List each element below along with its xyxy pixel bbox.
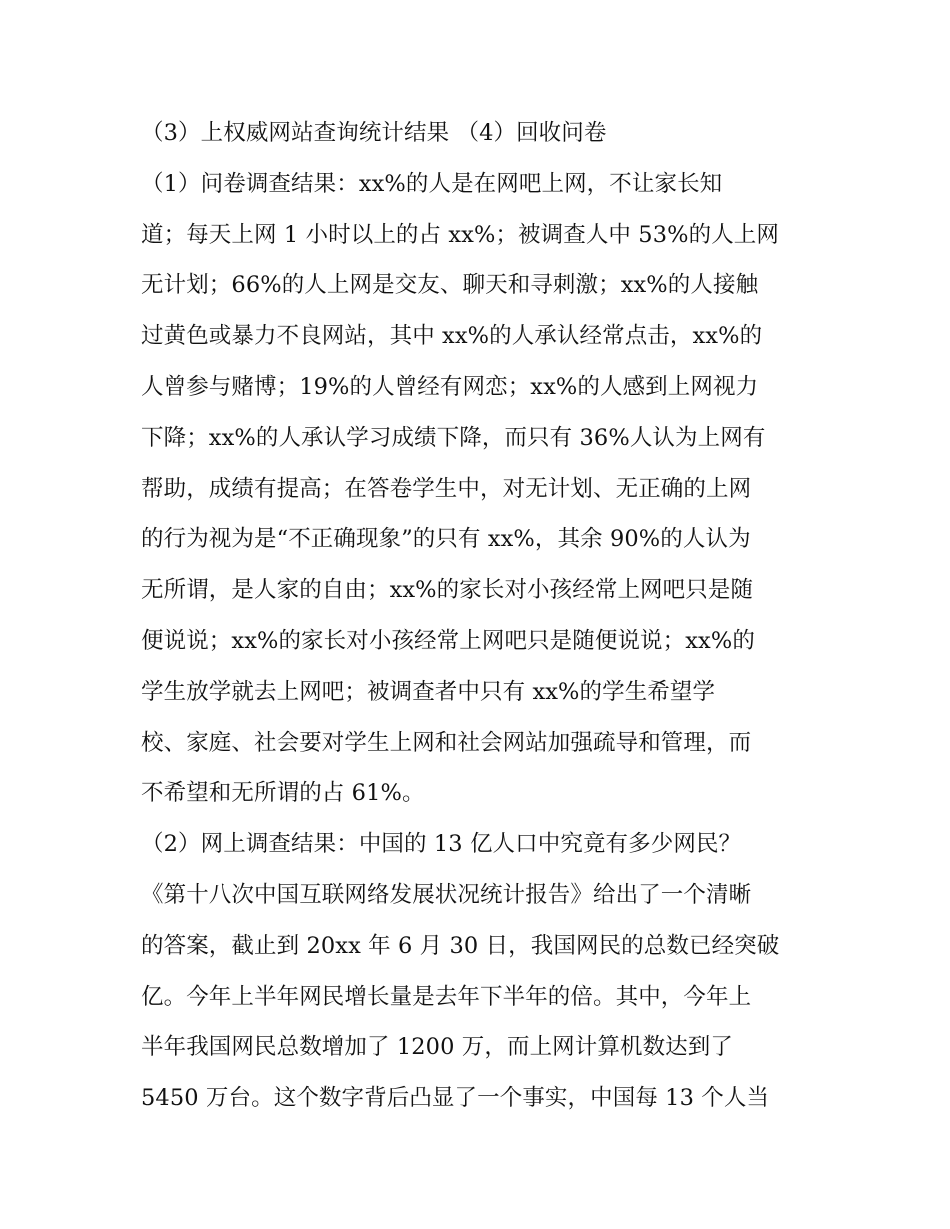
body-text (141, 108, 821, 1124)
text-line: 道；每天上网 1 小时以上的占 xx%；被调查人中 53%的人上网 (141, 221, 779, 248)
text-line: 校、家庭、社会要对学生上网和社会网站加强疏导和管理，而 (141, 729, 752, 756)
text-line: 半年我国网民总数增加了 1200 万，而上网计算机数达到了 (141, 1034, 733, 1061)
text-line: 便说说；xx%的家长对小孩经常上网吧只是随便说说；xx%的 (141, 627, 755, 654)
text-line: 的答案，截止到 20xx 年 6 月 30 日，我国网民的总数已经突破 (141, 932, 780, 959)
text-line: 的行为视为是“不正确现象”的只有 xx%，其余 90%的人认为 (141, 526, 751, 553)
text-line: （2）网上调查结果：中国的 13 亿人口中究竟有多少网民？ (141, 831, 742, 858)
text-line: 下降；xx%的人承认学习成绩下降，而只有 36%人认为上网有 (141, 424, 766, 451)
text-line: 学生放学就去上网吧；被调查者中只有 xx%的学生希望学 (141, 678, 716, 705)
text-line: 人曾参与赌博；19%的人曾经有网恋；xx%的人感到上网视力 (141, 373, 759, 400)
text-line: （3）上权威网站查询统计结果 （4）回收问卷 (141, 120, 607, 146)
text-line: 无计划；66%的人上网是交友、聊天和寻刺激；xx%的人接触 (141, 272, 759, 299)
text-line: 帮助，成绩有提高；在答卷学生中，对无计划、无正确的上网 (141, 475, 752, 502)
text-line: 5450 万台。这个数字背后凸显了一个事实，中国每 13 个人当 (141, 1085, 770, 1112)
text-line: 无所谓，是人家的自由；xx%的家长对小孩经常上网吧只是随 (141, 577, 754, 604)
text-line: 《第十八次中国互联网络发展状况统计报告》给出了一个清晰 (141, 881, 752, 908)
text-line: 不希望和无所谓的占 61%。 (141, 780, 425, 807)
text-line: 过黄色或暴力不良网站，其中 xx%的人承认经常点击，xx%的 (141, 323, 763, 350)
text-line: （1）问卷调查结果：xx%的人是在网吧上网，不让家长知 (141, 170, 723, 197)
text-line: 亿。今年上半年网民增长量是去年下半年的倍。其中，今年上 (141, 983, 752, 1010)
